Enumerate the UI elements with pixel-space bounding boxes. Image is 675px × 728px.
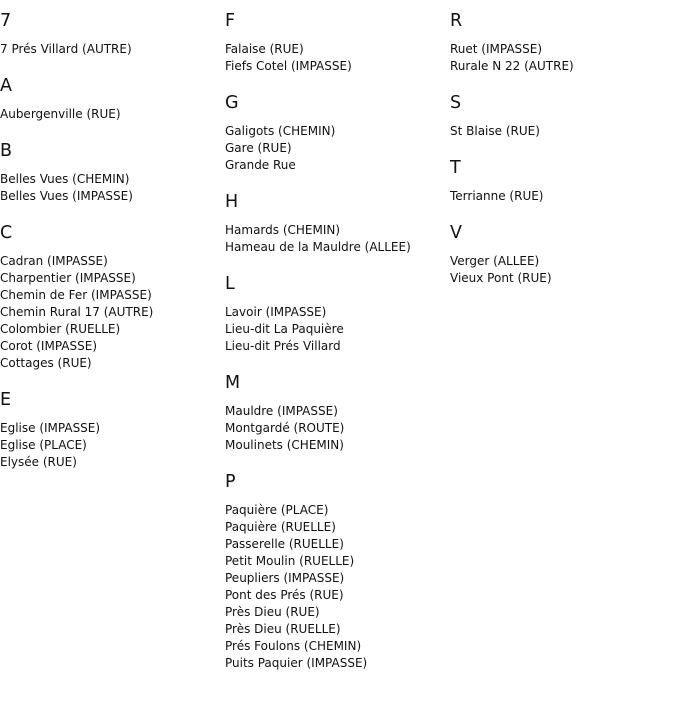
street-link[interactable]: Moulinets (CHEMIN) xyxy=(225,438,344,452)
street-link[interactable]: Elysée (RUE) xyxy=(0,455,77,469)
street-link[interactable]: Chemin de Fer (IMPASSE) xyxy=(0,288,152,302)
letter-section xyxy=(225,191,450,256)
street-link[interactable]: Puits Paquier (IMPASSE) xyxy=(225,656,368,670)
street-link[interactable]: Ruet (IMPASSE) xyxy=(450,42,543,56)
street-link[interactable]: Rurale N 22 (AUTRE) xyxy=(450,59,574,73)
street-link[interactable]: Terrianne (RUE) xyxy=(450,189,544,203)
letter-section xyxy=(450,92,675,140)
letter-section xyxy=(0,389,225,471)
letter-section xyxy=(450,157,675,205)
street-link[interactable]: Mauldre (IMPASSE) xyxy=(225,404,338,418)
street-link[interactable]: Paquière (PLACE) xyxy=(225,503,329,517)
section-letter-heading: H xyxy=(225,192,239,212)
section-letter-heading: T xyxy=(450,158,461,178)
street-link[interactable]: Galigots (CHEMIN) xyxy=(225,124,336,138)
section-letter-heading: C xyxy=(0,223,13,243)
street-link[interactable]: Paquière (RUELLE) xyxy=(225,520,336,534)
street-link[interactable]: Eglise (PLACE) xyxy=(0,438,87,452)
letter-section xyxy=(0,75,225,123)
street-link[interactable]: Colombier (RUELLE) xyxy=(0,322,121,336)
letter-section xyxy=(450,10,675,75)
street-link[interactable]: Gare (RUE) xyxy=(225,141,292,155)
street-link[interactable]: Eglise (IMPASSE) xyxy=(0,421,101,435)
letter-section xyxy=(225,92,450,174)
section-letter-heading: E xyxy=(0,390,12,410)
section-letter-heading: P xyxy=(225,472,236,492)
street-link[interactable]: Falaise (RUE) xyxy=(225,42,304,56)
letter-section xyxy=(225,10,450,75)
street-link[interactable]: Charpentier (IMPASSE) xyxy=(0,271,136,285)
street-index-column-1 xyxy=(0,10,225,488)
letter-section xyxy=(0,222,225,372)
letter-section xyxy=(225,372,450,454)
street-link[interactable]: Cottages (RUE) xyxy=(0,356,92,370)
section-letter-heading: R xyxy=(450,11,463,31)
street-link[interactable]: Fiefs Cotel (IMPASSE) xyxy=(225,59,352,73)
street-link[interactable]: Peupliers (IMPASSE) xyxy=(225,571,345,585)
street-link[interactable]: Cadran (IMPASSE) xyxy=(0,254,108,268)
letter-section xyxy=(0,140,225,205)
street-link[interactable]: Aubergenville (RUE) xyxy=(0,107,121,121)
section-letter-heading: M xyxy=(225,373,241,393)
street-link[interactable]: Près Dieu (RUE) xyxy=(225,605,320,619)
street-link[interactable]: Lieu-dit Prés Villard xyxy=(225,339,341,353)
street-link[interactable]: Montgardé (ROUTE) xyxy=(225,421,345,435)
street-link[interactable]: Pont des Prés (RUE) xyxy=(225,588,344,602)
street-link[interactable]: Belles Vues (CHEMIN) xyxy=(0,172,130,186)
section-letter-heading: L xyxy=(225,274,235,294)
street-link[interactable]: Verger (ALLEE) xyxy=(450,254,540,268)
section-letter-heading: 7 xyxy=(0,11,12,31)
section-letter-heading: V xyxy=(450,223,462,243)
letter-section xyxy=(0,10,225,58)
street-link[interactable]: Chemin Rural 17 (AUTRE) xyxy=(0,305,154,319)
section-letter-heading: S xyxy=(450,93,462,113)
street-link[interactable]: Lieu-dit La Paquière xyxy=(225,322,344,336)
section-letter-heading: F xyxy=(225,11,236,31)
street-link[interactable]: 7 Prés Villard (AUTRE) xyxy=(0,42,132,56)
letter-section xyxy=(225,273,450,355)
street-link[interactable]: Hamards (CHEMIN) xyxy=(225,223,341,237)
street-link[interactable]: St Blaise (RUE) xyxy=(450,124,540,138)
street-link[interactable]: Petit Moulin (RUELLE) xyxy=(225,554,355,568)
letter-section xyxy=(450,222,675,287)
street-link[interactable]: Prés Foulons (CHEMIN) xyxy=(225,639,362,653)
street-link[interactable]: Passerelle (RUELLE) xyxy=(225,537,344,551)
section-letter-heading: B xyxy=(0,141,13,161)
street-link[interactable]: Belles Vues (IMPASSE) xyxy=(0,189,133,203)
street-link[interactable]: Corot (IMPASSE) xyxy=(0,339,98,353)
street-index-column-2 xyxy=(225,10,450,689)
street-link[interactable]: Vieux Pont (RUE) xyxy=(450,271,552,285)
letter-section xyxy=(225,471,450,672)
section-letter-heading: A xyxy=(0,76,12,96)
street-index-column-3 xyxy=(450,10,675,304)
street-link[interactable]: Grande Rue xyxy=(225,158,296,172)
street-link[interactable]: Près Dieu (RUELLE) xyxy=(225,622,341,636)
street-link[interactable]: Lavoir (IMPASSE) xyxy=(225,305,327,319)
street-link[interactable]: Hameau de la Mauldre (ALLEE) xyxy=(225,240,411,254)
section-letter-heading: G xyxy=(225,93,239,113)
